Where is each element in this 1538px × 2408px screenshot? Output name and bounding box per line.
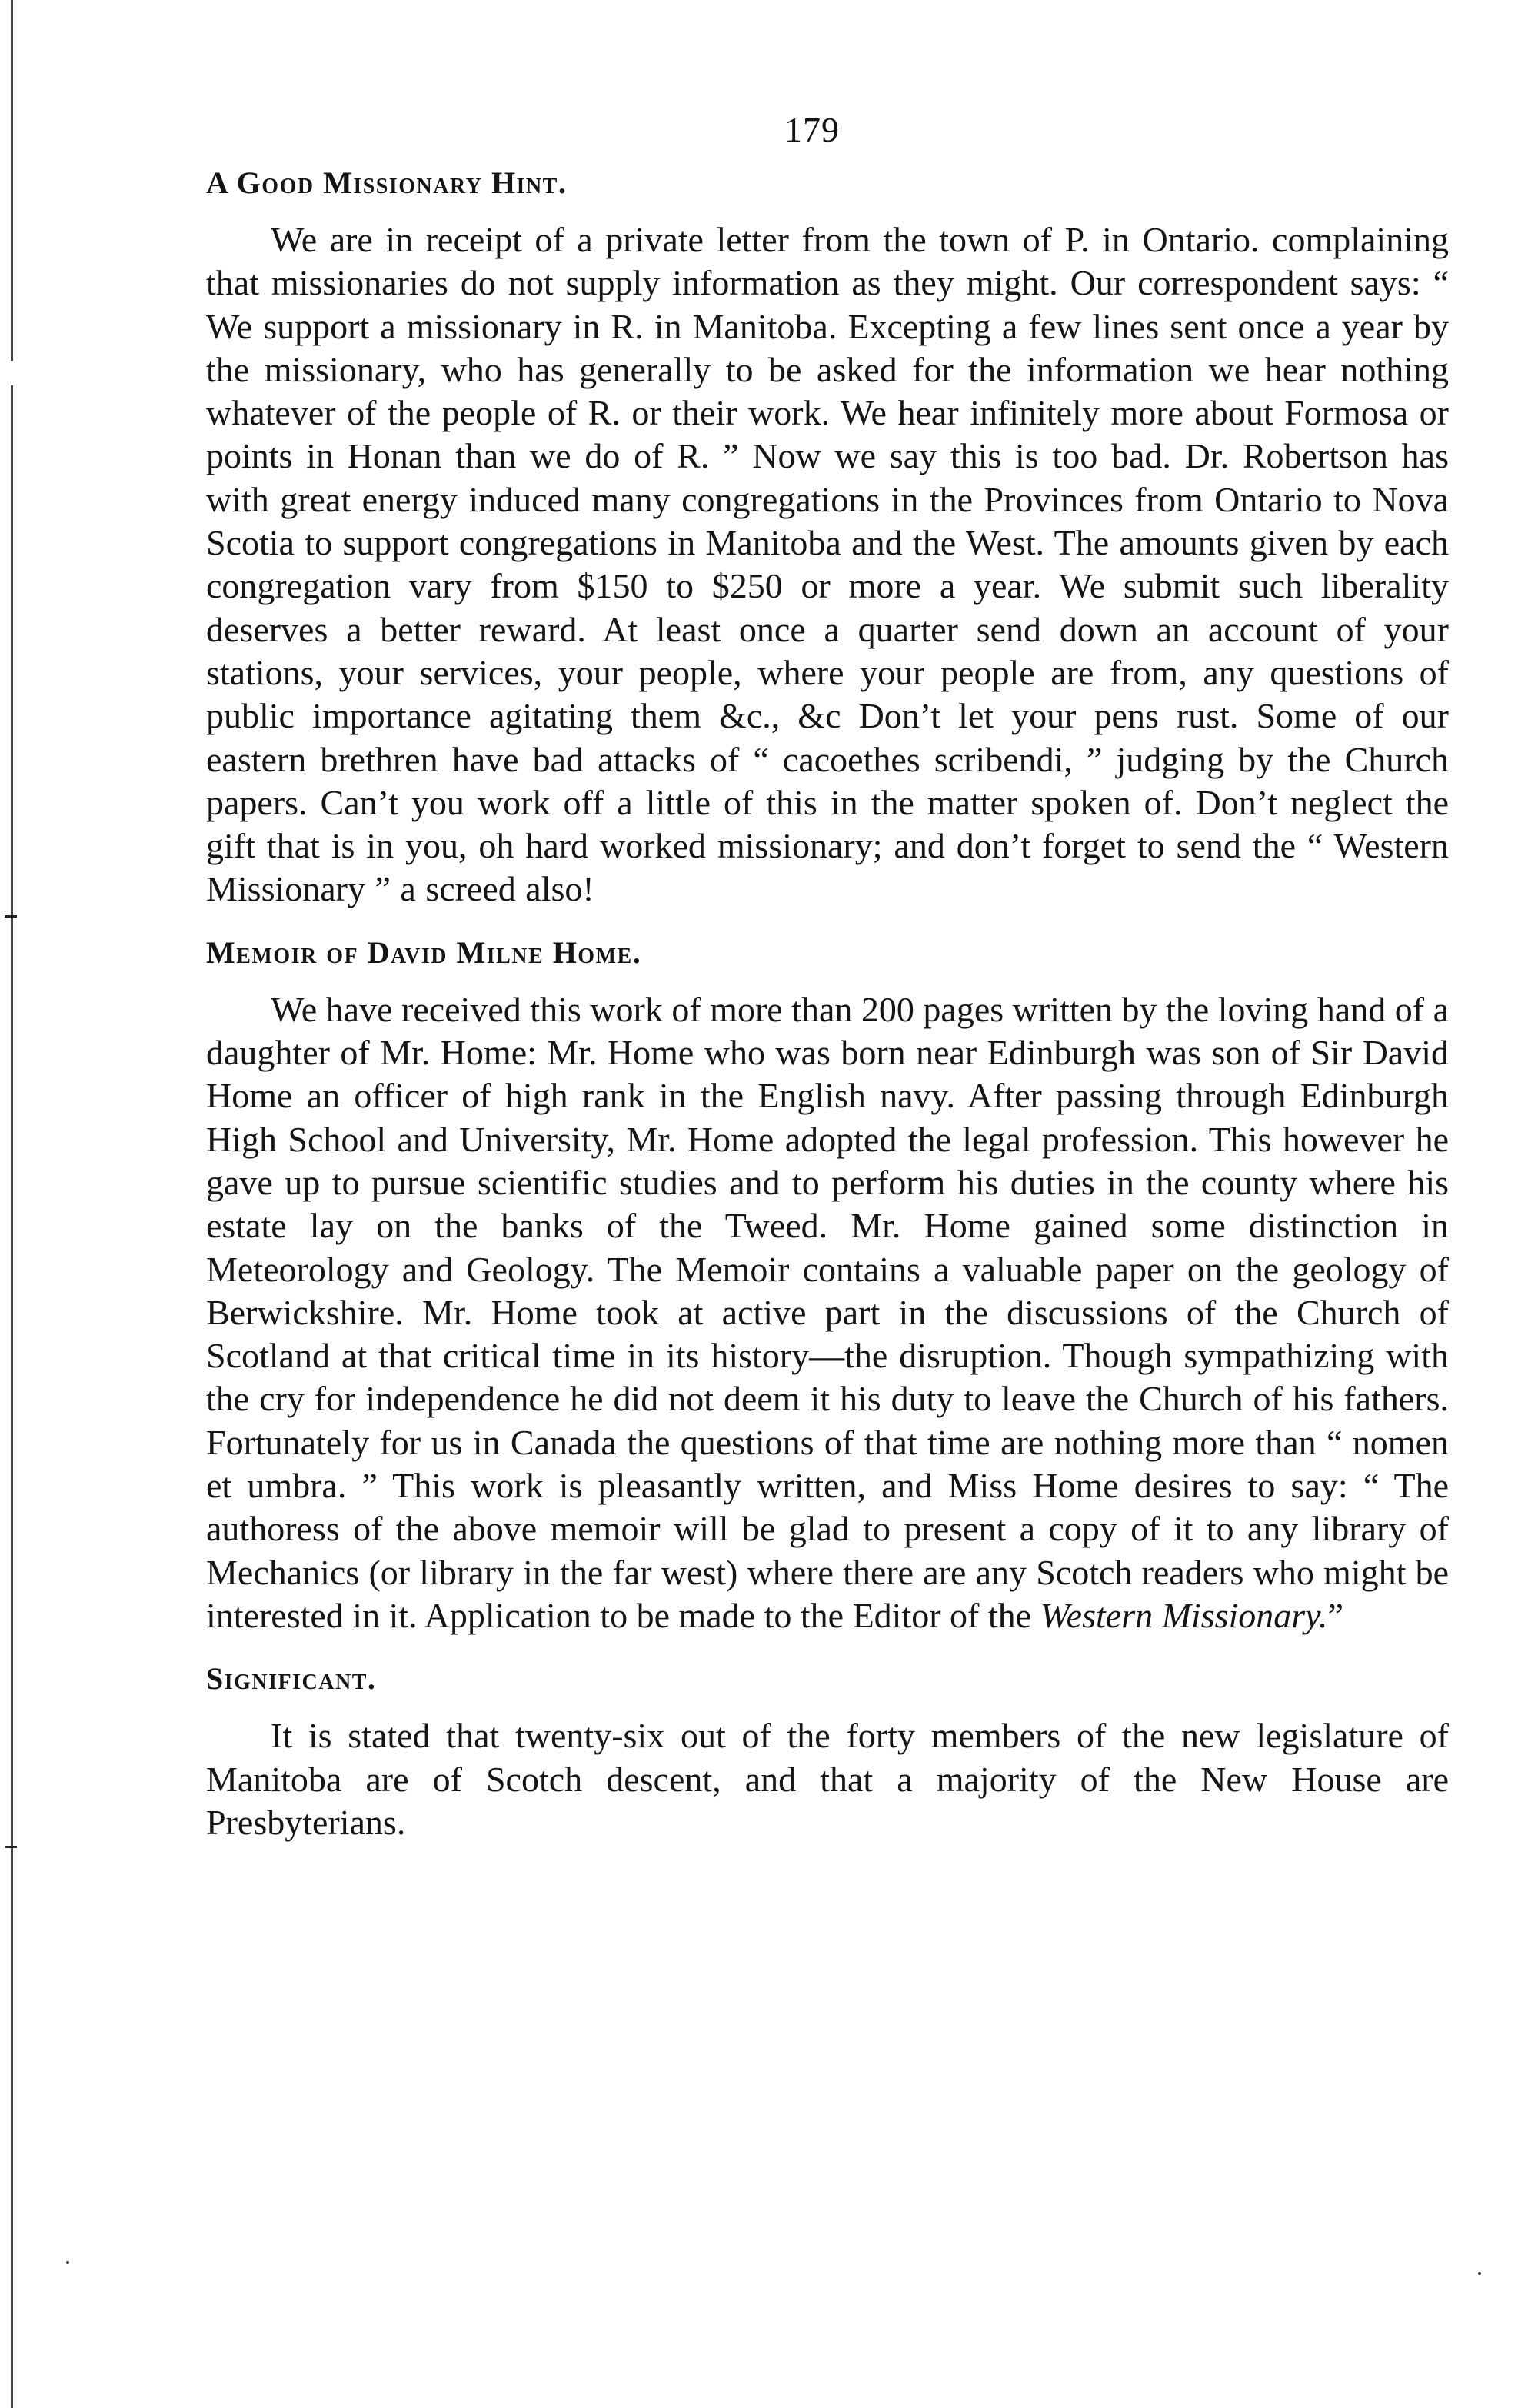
article-heading: Significant.	[206, 1661, 377, 1697]
article-heading: Memoir of David Milne Home.	[206, 934, 642, 970]
article-heading: A Good Missionary Hint.	[206, 165, 568, 200]
scan-speck	[1478, 2272, 1481, 2275]
publication-title: Western Missionary.	[1040, 1595, 1328, 1635]
text-column	[206, 162, 1449, 1844]
scan-speck	[66, 2261, 69, 2264]
article-paragraph: It is stated that twenty-six out of the forty members of the new legislature of Manitoba are of Scotch descent, and that a majority of the New House are Presbyterians.	[206, 1716, 1449, 1842]
scan-margin-tick	[5, 915, 17, 918]
scan-margin-tick	[5, 1846, 17, 1848]
article-paragraph	[206, 988, 1449, 1637]
article-good-missionary-hint	[206, 162, 1449, 911]
closing-quote: ”	[1327, 1595, 1343, 1635]
page-number: 179	[784, 110, 840, 149]
article-paragraph: We are in receipt of a private letter from the town of P. in Ontario. complaining that missionaries do not supply information as they might. Our correspondent says: “ We support a missionary in R. in Manitoba. Excepting a few lines sent once a year by the missionary, who has generally to be asked for the information we hear nothing whatever of the people of R. or their work. We hear infinitely more about Formosa or points in Honan than we do of R. ” Now we say this is too bad. Dr. Robertson has with great energy induced many congregations in the Provinces from Ontario to Nova Scotia to support congregations in Manitoba and the West. The amounts given by each congregation vary from $150 to $250 or more a year. We submit such liberality deserves a better reward. At least once a quarter send down an account of your stations, your services, your people, where your people are from, any questions of public importance agitating them &c., &c Don’t let your pens rust. Some of our eastern brethren have bad attacks of “ cacoethes scribendi, ” judging by the Church papers. Can’t you work off a little of this in the matter spoken of. Don’t neglect the gift that is in you, oh hard worked missionary; and don’t forget to send the “ Western Missionary ” a screed also!	[206, 220, 1449, 909]
article-memoir-david-milne-home	[206, 931, 1449, 1637]
scan-margin-rule	[11, 0, 13, 2408]
article-significant	[206, 1657, 1449, 1844]
paragraph-text: We have received this work of more than 200 pages written by the loving hand of a daughter of Mr. Home: Mr. Home who was born near Edinburgh was son of Sir David Home an officer of high rank in the English navy. After passing through Edinburgh High School and University, Mr. Home adopted the legal profession. This however he gave up to pursue scientific studies and to perform his duties in the county where his estate lay on the banks of the Tweed. Mr. Home gained some distinction in Meteorology and Geology. The Memoir contains a valuable paper on the geology of Berwickshire. Mr. Home took at active part in the discussions of the Church of Scotland at that critical time in its history—the disruption. Though sympathizing with the cry for independence he did not deem it his duty to leave the Church of his fathers. Fortunately for us in Canada the questions of that time are nothing more than “ nomen et umbra. ” This work is pleasantly written, and Miss Home desires to say: “ The authoress of the above memoir will be glad to present a copy of it to any library of Mechanics (or library in the far west) where there are any Scotch readers who might be interested in it. Application to be made to the Editor of the	[206, 989, 1449, 1635]
